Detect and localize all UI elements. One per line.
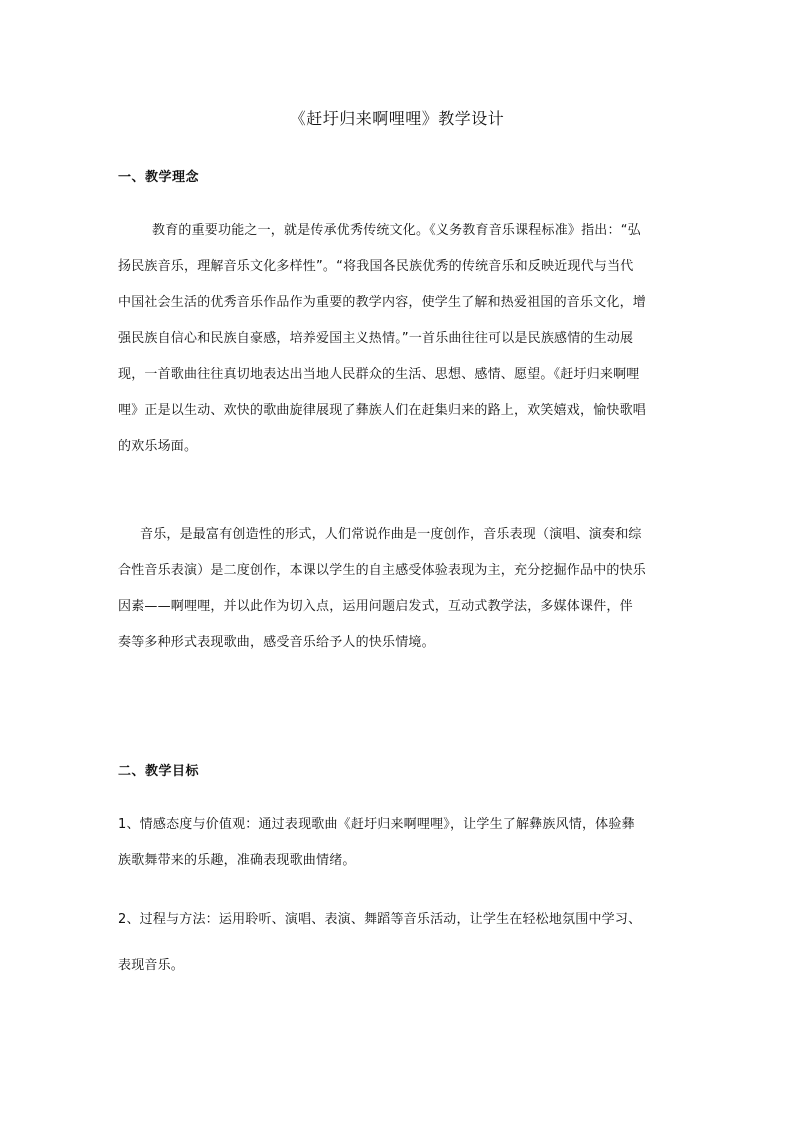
text-line: 奏等多种形式表现歌曲，感受音乐给予人的快乐情境。 bbox=[118, 635, 435, 650]
section-heading-teaching-philosophy: 一、教学理念 bbox=[118, 170, 200, 185]
text-line: 现，一首歌曲往往真切地表达出当地人民群众的生活、思想、感情、愿望。《赶圩归来啊哩 bbox=[118, 367, 640, 382]
section-heading-teaching-objectives: 二、教学目标 bbox=[118, 764, 200, 779]
text-line: 哩》正是以生动、欢快的歌曲旋律展现了彝族人们在赶集归来的路上，欢笑嬉戏，愉快歌唱 bbox=[118, 403, 647, 418]
paragraph-philosophy-2 bbox=[118, 517, 680, 661]
text-line: 的欢乐场面。 bbox=[118, 439, 198, 454]
text-line: 族歌舞带来的乐趣，准确表现歌曲情绪。 bbox=[118, 853, 356, 868]
text-line: 音乐，是最富有创造性的形式，人们常说作曲是一度创作，音乐表现（演唱、演奏和综 bbox=[140, 527, 642, 542]
text-line: 1、情感态度与价值观：通过表现歌曲《赶圩归来啊哩哩》，让学生了解彝族风情，体验彝 bbox=[118, 817, 635, 832]
text-line: 合性音乐表演）是二度创作，本课以学生的自主感受体验表现为主，充分挖掘作品中的快乐 bbox=[118, 563, 647, 578]
text-line: 2、过程与方法：运用聆听、演唱、表演、舞蹈等音乐活动，让学生在轻松地氛围中学习、 bbox=[118, 912, 642, 927]
objective-item-2 bbox=[118, 902, 680, 984]
text-line: 因素——啊哩哩，并以此作为切入点，运用问题启发式，互动式教学法，多媒体课件，伴 bbox=[118, 599, 633, 614]
document-title: 《赶圩归来啊哩哩》教学设计 bbox=[289, 109, 505, 128]
objective-item-1 bbox=[118, 807, 680, 879]
text-line: 扬民族音乐，理解音乐文化多样性”。“将我国各民族优秀的传统音乐和反映近现代与当代 bbox=[118, 259, 634, 274]
text-line: 表现音乐。 bbox=[118, 958, 185, 973]
text-line: 教育的重要功能之一，就是传承优秀传统文化。《义务教育音乐课程标准》指出：“弘 bbox=[152, 223, 641, 238]
text-line: 中国社会生活的优秀音乐作品作为重要的教学内容，使学生了解和热爱祖国的音乐文化，增 bbox=[118, 295, 647, 310]
text-line: 强民族自信心和民族自豪感，培养爱国主义热情。”一首乐曲往往可以是民族感情的生动展 bbox=[118, 331, 634, 346]
paragraph-philosophy-1 bbox=[118, 213, 680, 465]
